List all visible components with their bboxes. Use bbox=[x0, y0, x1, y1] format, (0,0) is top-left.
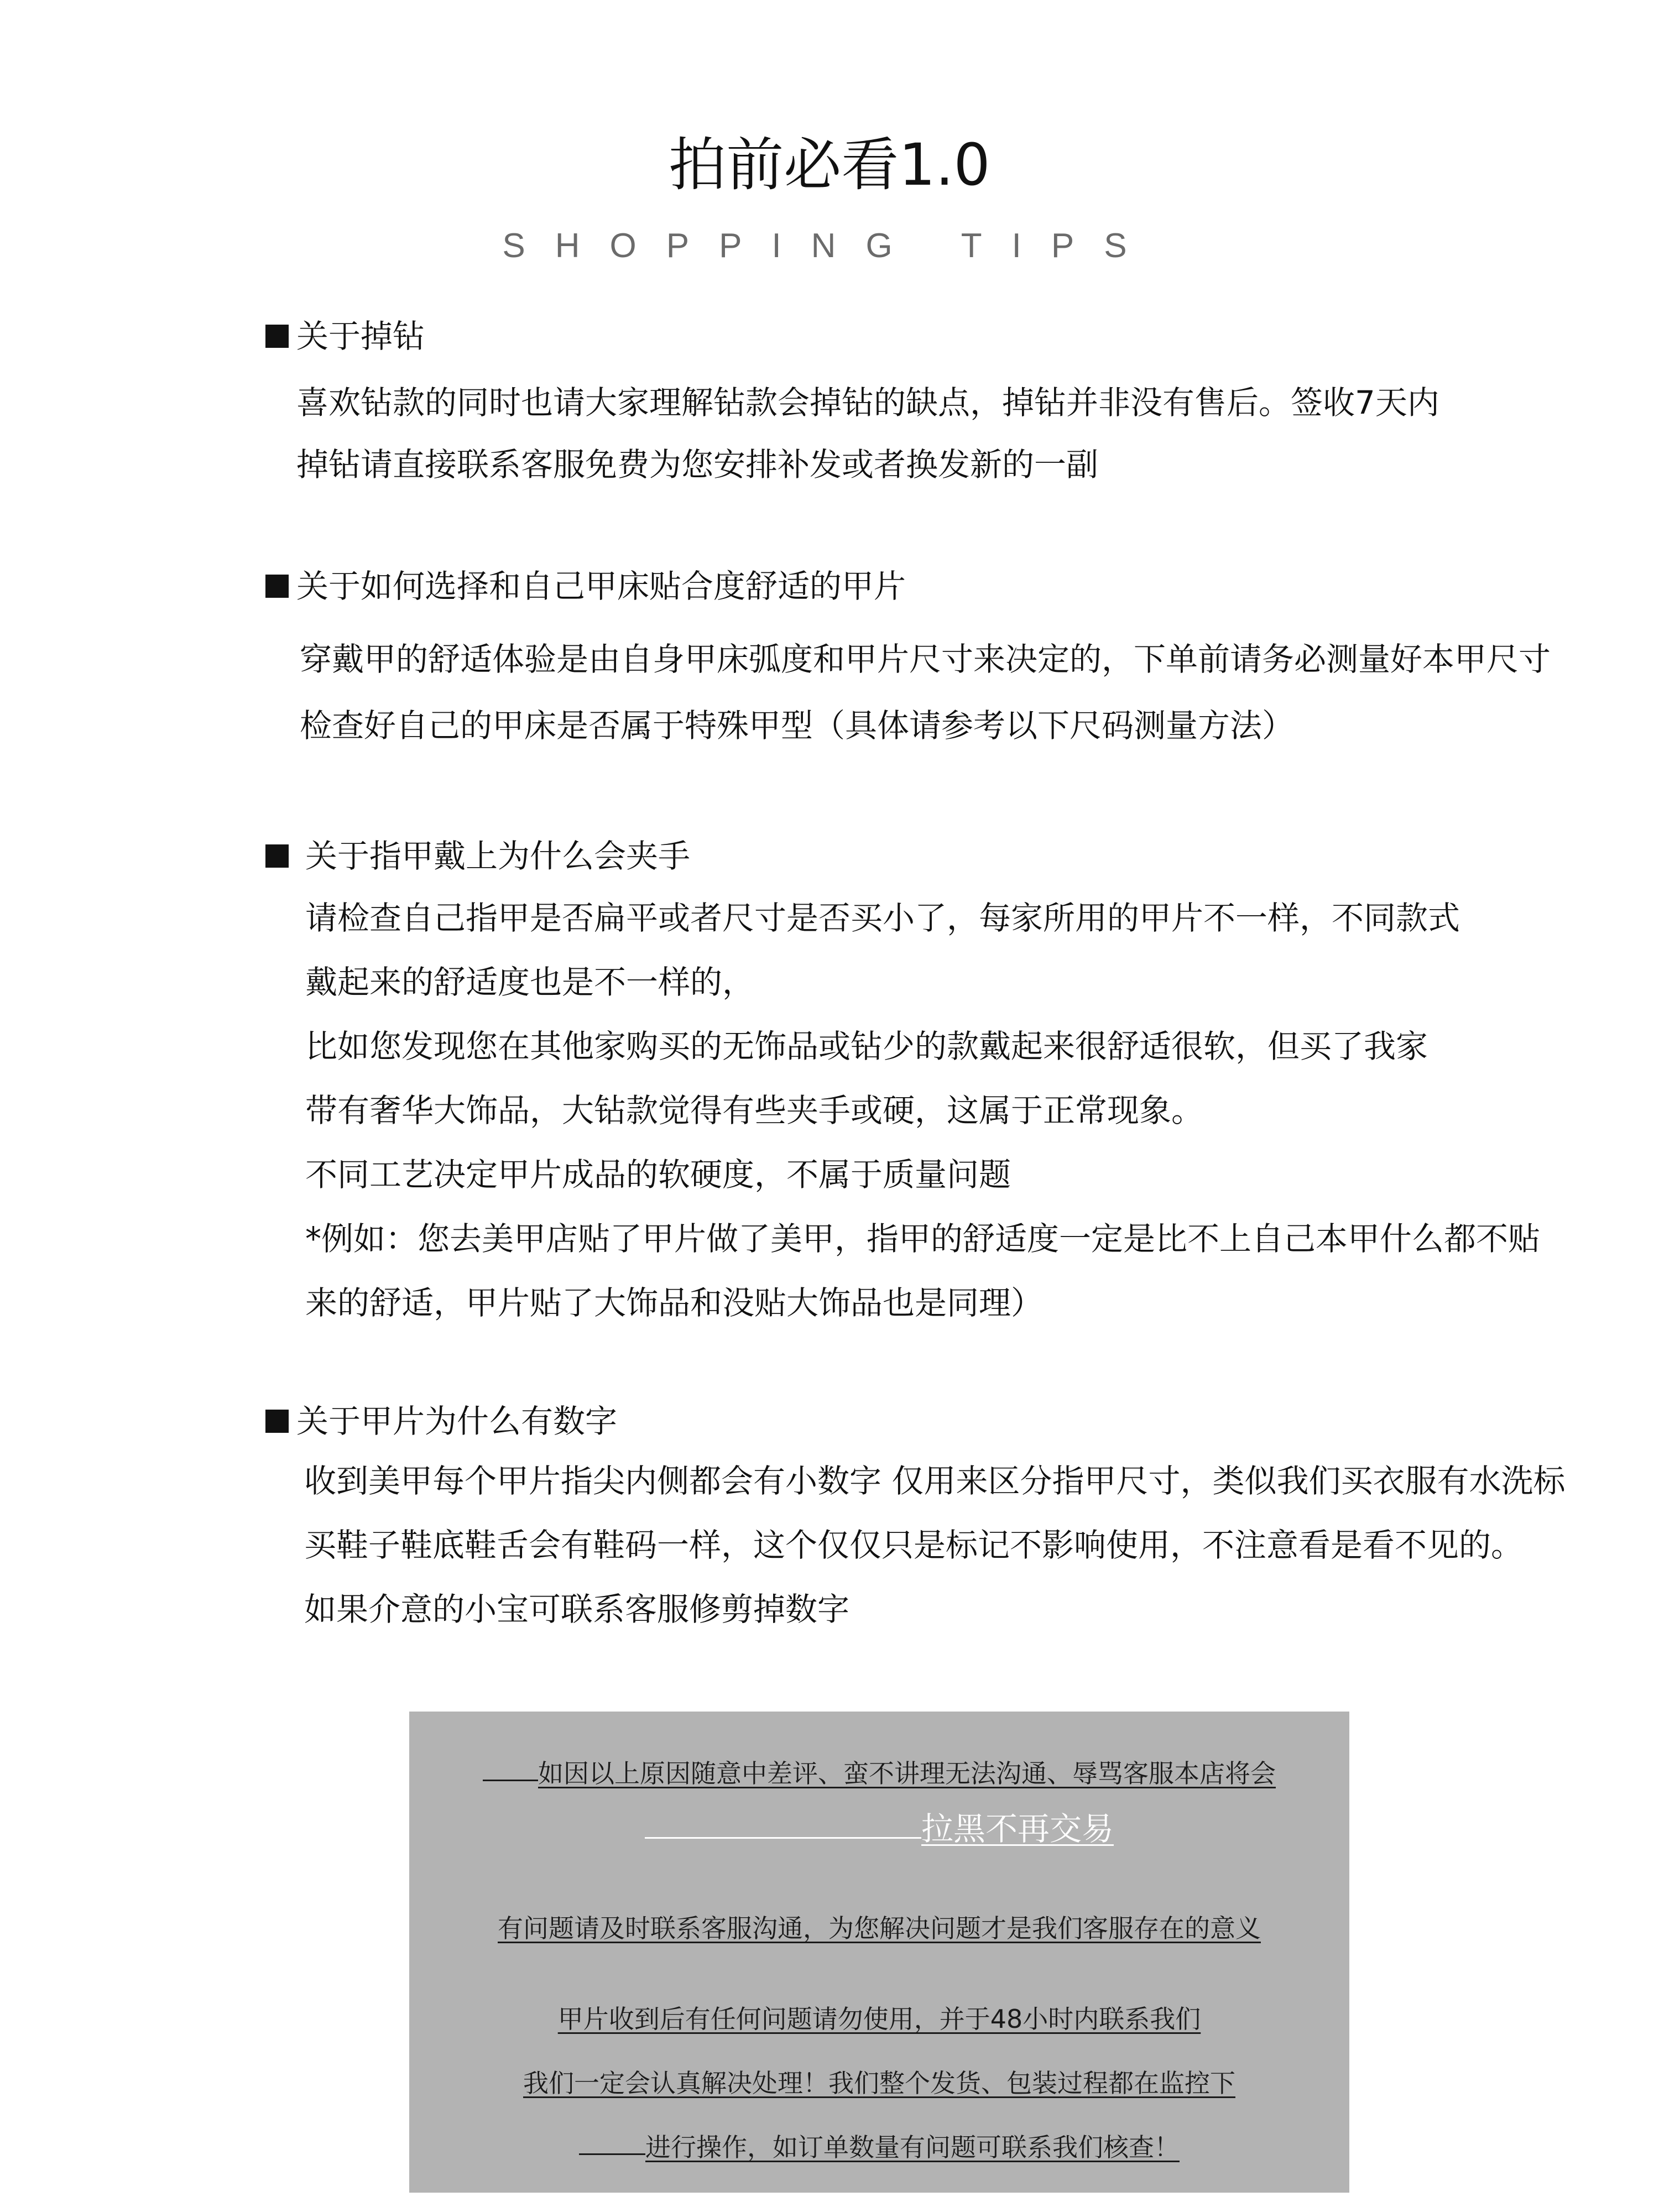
section-line: 收到美甲每个甲片指尖内侧都会有小数字 仅用来区分指甲尺寸，类似我们买衣服有水洗标 bbox=[304, 1462, 1566, 1500]
underline-pad bbox=[579, 2153, 645, 2155]
notice-line bbox=[409, 1756, 1349, 1791]
square-bullet-icon bbox=[265, 325, 289, 348]
section-title bbox=[265, 1399, 617, 1443]
notice-box bbox=[409, 1712, 1349, 2193]
section-line: 穿戴甲的舒适体验是由自身甲床弧度和甲片尺寸来决定的，下单前请务必测量好本甲尺寸 bbox=[300, 640, 1551, 678]
notice-line bbox=[409, 2001, 1349, 2037]
notice-line bbox=[409, 2065, 1349, 2101]
square-bullet-icon bbox=[265, 575, 289, 598]
section-line: *例如：您去美甲店贴了甲片做了美甲，指甲的舒适度一定是比不上自己本甲什么都不贴 bbox=[305, 1220, 1541, 1258]
underline-pad bbox=[483, 1780, 538, 1781]
notice-line-highlight bbox=[409, 1811, 1349, 1846]
section-title bbox=[265, 834, 690, 878]
notice-text: 如因以上原因随意中差评、蛮不讲理无法沟通、辱骂客服本店将会 bbox=[538, 1759, 1276, 1788]
notice-line bbox=[409, 2130, 1349, 2165]
section-nail-fit bbox=[265, 564, 1648, 763]
section-line: 带有奢华大饰品，大钻款觉得有些夹手或硬，这属于正常现象。 bbox=[305, 1092, 1204, 1129]
section-title-text: 关于掉钻 bbox=[296, 317, 425, 355]
notice-text: 进行操作，如订单数量有问题可联系我们核查！ bbox=[645, 2132, 1180, 2162]
section-drill-loss bbox=[265, 314, 1593, 491]
notice-line bbox=[409, 1911, 1349, 1946]
notice-text: 我们一定会认真解决处理！我们整个发货、包装过程都在监控下 bbox=[523, 2068, 1235, 2098]
section-line: 喜欢钻款的同时也请大家理解钻款会掉钻的缺点，掉钻并非没有售后。签收7天内 bbox=[296, 384, 1439, 421]
section-title-text: 关于如何选择和自己甲床贴合度舒适的甲片 bbox=[296, 567, 906, 605]
section-title bbox=[265, 314, 425, 358]
section-line: 买鞋子鞋底鞋舌会有鞋码一样，这个仅仅只是标记不影响使用，不注意看是看不见的。 bbox=[304, 1526, 1524, 1564]
page-title: 拍前必看1.0 bbox=[669, 131, 990, 199]
section-pinching bbox=[265, 834, 1620, 1332]
section-line: 比如您发现您在其他家购买的无饰品或钻少的款戴起来很舒适很软，但买了我家 bbox=[305, 1027, 1428, 1065]
notice-text: 甲片收到后有任何问题请勿使用，并于48小时内联系我们 bbox=[557, 2004, 1201, 2034]
section-line: 戴起来的舒适度也是不一样的， bbox=[305, 963, 755, 1001]
section-title bbox=[265, 564, 906, 608]
notice-text: 有问题请及时联系客服沟通，为您解决问题才是我们客服存在的意义 bbox=[498, 1913, 1261, 1943]
page-subtitle: SHOPPING TIPS bbox=[502, 227, 1157, 265]
square-bullet-icon bbox=[265, 844, 289, 868]
section-line: 来的舒适，甲片贴了大饰品和没贴大饰品也是同理） bbox=[305, 1284, 1044, 1322]
section-line: 请检查自己指甲是否扁平或者尺寸是否买小了，每家所用的甲片不一样，不同款式 bbox=[305, 899, 1460, 937]
notice-highlight-text: 拉黑不再交易 bbox=[921, 1810, 1114, 1848]
section-title-text: 关于甲片为什么有数字 bbox=[296, 1402, 618, 1440]
section-title-text: 关于指甲戴上为什么会夹手 bbox=[305, 837, 691, 875]
underline-pad bbox=[645, 1837, 921, 1839]
section-line: 不同工艺决定甲片成品的软硬度，不属于质量问题 bbox=[305, 1156, 1011, 1193]
section-size-numbers bbox=[265, 1399, 1648, 1659]
section-line: 检查好自己的甲床是否属于特殊甲型（具体请参考以下尺码测量方法） bbox=[300, 707, 1295, 744]
square-bullet-icon bbox=[265, 1410, 289, 1433]
section-line: 掉钻请直接联系客服免费为您安排补发或者换发新的一副 bbox=[296, 446, 1099, 483]
section-line: 如果介意的小宝可联系客服修剪掉数字 bbox=[304, 1590, 850, 1628]
